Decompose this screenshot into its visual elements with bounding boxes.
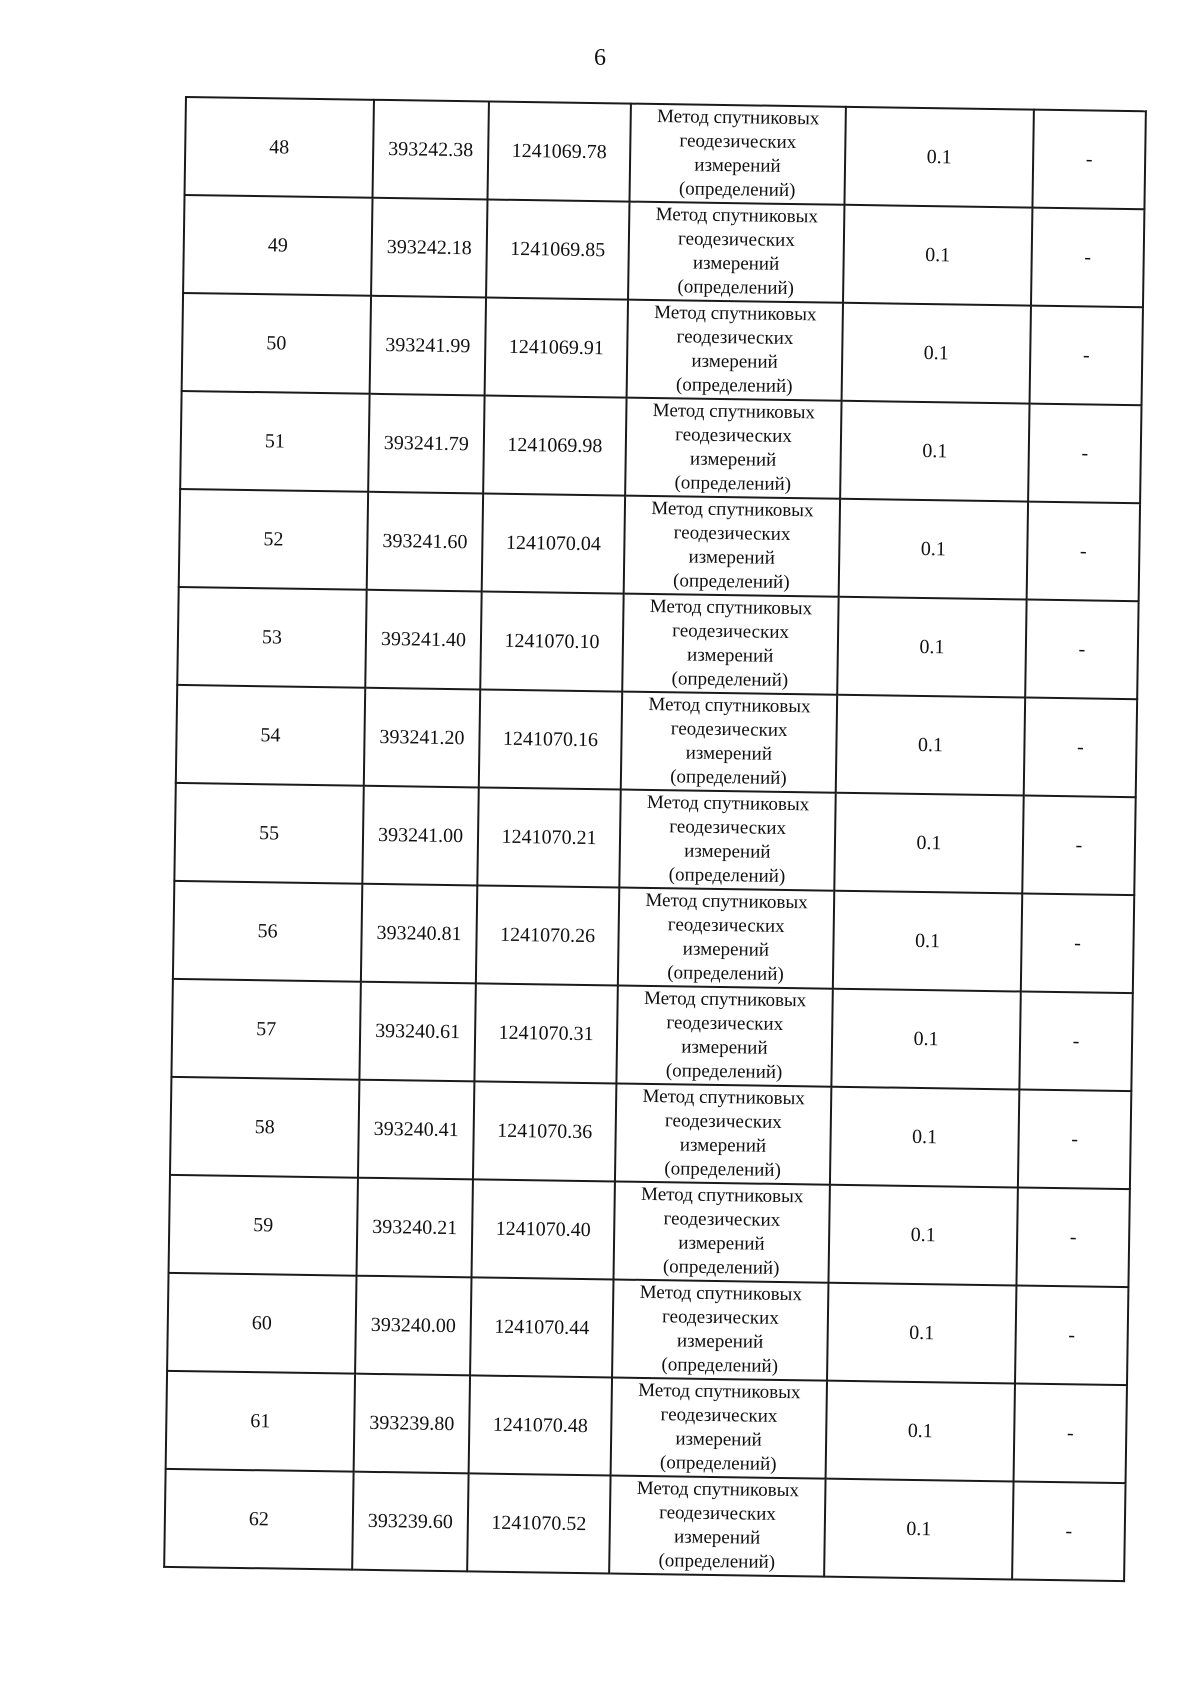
method-line: измерений <box>681 1036 768 1059</box>
method-line: (определений) <box>678 178 796 202</box>
y-coordinate-cell: 1241070.40 <box>472 1179 615 1279</box>
point-number-cell: 60 <box>167 1273 356 1374</box>
method-line: Метод спутниковых <box>639 1281 803 1306</box>
x-coordinate-cell: 393239.80 <box>354 1374 470 1474</box>
table-row <box>167 1273 1128 1385</box>
accuracy-cell: 0.1 <box>826 1381 1015 1482</box>
method-cell <box>624 496 840 597</box>
table-row <box>183 195 1144 307</box>
y-coordinate-cell: 1241070.52 <box>467 1473 610 1573</box>
method-line: Метод спутниковых <box>645 889 808 914</box>
method-line: (определений) <box>661 1354 779 1377</box>
accuracy-cell: 0.1 <box>842 303 1031 404</box>
table-row <box>176 685 1137 797</box>
method-cell <box>615 1084 831 1185</box>
extra-cell: - <box>1014 1383 1127 1483</box>
x-coordinate-cell: 393239.60 <box>352 1472 468 1572</box>
method-line: (определений) <box>675 374 793 398</box>
method-cell <box>618 888 834 989</box>
y-coordinate-cell: 1241069.91 <box>485 297 628 397</box>
method-line: геодезических <box>679 130 797 154</box>
accuracy-cell: 0.1 <box>844 107 1033 208</box>
x-coordinate-cell: 393241.79 <box>368 394 484 494</box>
accuracy-cell: 0.1 <box>828 1185 1017 1286</box>
method-line: геодезических <box>664 1110 782 1133</box>
extra-cell: - <box>1016 1187 1129 1287</box>
extra-cell: - <box>1027 502 1140 602</box>
extra-cell: - <box>1021 894 1134 994</box>
point-number-cell: 59 <box>169 1175 358 1276</box>
method-line: (определений) <box>671 668 789 692</box>
method-line: (определений) <box>665 1060 783 1083</box>
y-coordinate-cell: 1241069.78 <box>487 102 630 202</box>
method-line: геодезических <box>674 424 793 448</box>
method-line: (определений) <box>658 1550 776 1573</box>
extra-cell: - <box>1019 991 1132 1091</box>
point-number-cell: 49 <box>183 195 372 296</box>
method-line: Метод спутниковых <box>655 203 819 228</box>
method-line: геодезических <box>676 326 794 350</box>
method-line: Метод спутниковых <box>636 1477 800 1502</box>
method-line: геодезических <box>663 1208 781 1231</box>
method-line: (определений) <box>667 962 784 985</box>
y-coordinate-cell: 1241070.16 <box>479 689 622 789</box>
y-coordinate-cell: 1241070.26 <box>476 885 619 985</box>
method-line: измерений <box>686 644 774 667</box>
accuracy-cell: 0.1 <box>827 1283 1016 1384</box>
y-coordinate-cell: 1241069.98 <box>483 395 626 495</box>
extra-cell: - <box>1018 1089 1131 1189</box>
point-number-cell: 56 <box>173 881 362 982</box>
accuracy-cell: 0.1 <box>834 793 1023 894</box>
table-row <box>180 391 1141 503</box>
x-coordinate-cell: 393240.41 <box>358 1080 474 1180</box>
accuracy-cell: 0.1 <box>833 891 1022 992</box>
method-line: (определений) <box>677 276 795 300</box>
table-row <box>164 1469 1125 1581</box>
method-line: измерений <box>694 154 781 177</box>
x-coordinate-cell: 393242.18 <box>371 198 487 298</box>
extra-cell: - <box>1012 1481 1125 1581</box>
method-line: измерений <box>685 742 773 765</box>
accuracy-cell: 0.1 <box>840 401 1029 502</box>
accuracy-cell: 0.1 <box>839 499 1028 600</box>
x-coordinate-cell: 393241.00 <box>362 786 478 886</box>
method-cell <box>616 986 832 1087</box>
method-line: измерений <box>675 1428 762 1451</box>
method-line: измерений <box>676 1330 764 1353</box>
y-coordinate-cell: 1241070.44 <box>470 1277 613 1377</box>
method-line: (определений) <box>674 472 792 496</box>
point-number-cell: 55 <box>174 783 363 884</box>
point-number-cell: 50 <box>182 293 371 394</box>
point-number-cell: 62 <box>164 1469 353 1570</box>
y-coordinate-cell: 1241069.85 <box>486 199 629 299</box>
extra-cell: - <box>1025 600 1138 700</box>
method-line: (определений) <box>672 570 790 594</box>
method-line: (определений) <box>670 766 787 790</box>
method-line: геодезических <box>669 816 787 839</box>
extra-cell: - <box>1024 698 1137 798</box>
x-coordinate-cell: 393241.60 <box>367 492 483 592</box>
accuracy-cell: 0.1 <box>837 597 1026 698</box>
method-line: геодезических <box>672 620 790 644</box>
y-coordinate-cell: 1241070.31 <box>474 983 617 1083</box>
point-number-cell: 51 <box>180 391 369 492</box>
x-coordinate-cell: 393241.99 <box>370 296 486 396</box>
accuracy-cell: 0.1 <box>843 205 1032 306</box>
table-row <box>185 97 1146 209</box>
y-coordinate-cell: 1241070.04 <box>482 493 625 593</box>
method-line: измерений <box>684 840 771 863</box>
method-cell <box>625 398 841 499</box>
point-number-cell: 54 <box>176 685 365 786</box>
method-cell <box>629 104 845 205</box>
extra-cell: - <box>1031 208 1144 308</box>
table-row <box>173 881 1134 993</box>
method-line: геодезических <box>661 1306 779 1329</box>
table-row <box>182 293 1143 405</box>
method-line: измерений <box>673 1526 761 1549</box>
method-line: (определений) <box>659 1452 777 1475</box>
method-line: (определений) <box>668 864 786 887</box>
method-line: геодезических <box>660 1404 778 1427</box>
x-coordinate-cell: 393240.00 <box>355 1276 471 1376</box>
coordinates-table-body <box>164 97 1146 1581</box>
method-line: Метод спутниковых <box>648 693 811 718</box>
coordinates-table-wrapper <box>163 96 1145 1582</box>
table-row <box>166 1371 1127 1483</box>
method-cell <box>622 594 838 695</box>
accuracy-cell: 0.1 <box>836 695 1025 796</box>
accuracy-cell: 0.1 <box>831 989 1020 1090</box>
extra-cell: - <box>1022 796 1135 896</box>
point-number-cell: 58 <box>170 1077 359 1178</box>
extra-cell: - <box>1032 110 1145 210</box>
method-line: геодезических <box>670 718 788 742</box>
method-cell <box>609 1475 825 1576</box>
method-line: Метод спутниковых <box>642 1085 805 1110</box>
y-coordinate-cell: 1241070.21 <box>477 787 620 887</box>
method-line: Метод спутниковых <box>646 791 810 816</box>
method-line: (определений) <box>664 1158 782 1181</box>
point-number-cell: 53 <box>177 587 366 688</box>
method-cell <box>621 692 837 793</box>
method-line: Метод спутниковых <box>656 106 820 130</box>
method-line: измерений <box>679 1134 767 1157</box>
method-cell <box>628 202 844 303</box>
method-line: геодезических <box>677 228 795 252</box>
method-line: измерений <box>688 546 776 569</box>
method-line: Метод спутниковых <box>651 497 814 522</box>
table-row <box>171 979 1132 1091</box>
accuracy-cell: 0.1 <box>830 1087 1019 1188</box>
method-line: геодезических <box>667 914 785 937</box>
y-coordinate-cell: 1241070.48 <box>469 1375 612 1475</box>
method-line: измерений <box>692 252 780 275</box>
page-number: 6 <box>594 45 606 71</box>
method-line: Метод спутниковых <box>640 1183 804 1208</box>
method-cell <box>611 1377 827 1478</box>
method-line: геодезических <box>673 522 791 546</box>
table-row <box>179 489 1140 601</box>
point-number-cell: 48 <box>185 97 374 198</box>
y-coordinate-cell: 1241070.10 <box>480 591 623 691</box>
method-cell <box>619 790 835 891</box>
accuracy-cell: 0.1 <box>824 1479 1013 1580</box>
table-row <box>177 587 1138 699</box>
method-line: Метод спутниковых <box>649 595 813 620</box>
x-coordinate-cell: 393240.81 <box>361 884 477 984</box>
y-coordinate-cell: 1241070.36 <box>473 1081 616 1181</box>
method-cell <box>612 1279 828 1380</box>
method-cell <box>627 300 843 401</box>
table-row <box>174 783 1135 895</box>
method-line: геодезических <box>666 1012 784 1035</box>
x-coordinate-cell: 393242.38 <box>373 100 489 200</box>
x-coordinate-cell: 393240.61 <box>359 982 475 1082</box>
point-number-cell: 52 <box>179 489 368 590</box>
point-number-cell: 57 <box>171 979 360 1080</box>
x-coordinate-cell: 393241.20 <box>364 688 480 788</box>
extra-cell: - <box>1028 404 1141 504</box>
point-number-cell: 61 <box>166 1371 355 1472</box>
x-coordinate-cell: 393241.40 <box>365 590 481 690</box>
method-cell <box>613 1181 829 1282</box>
method-line: измерений <box>678 1232 765 1255</box>
method-line: измерений <box>682 938 770 961</box>
method-line: (определений) <box>662 1256 780 1279</box>
table-row <box>170 1077 1131 1189</box>
method-line: Метод спутниковых <box>643 987 807 1012</box>
extra-cell: - <box>1015 1285 1128 1385</box>
method-line: Метод спутниковых <box>654 301 817 326</box>
x-coordinate-cell: 393240.21 <box>357 1178 473 1278</box>
coordinates-table <box>163 96 1147 1582</box>
method-line: Метод спутниковых <box>652 399 816 424</box>
extra-cell: - <box>1030 306 1143 406</box>
table-row <box>169 1175 1130 1287</box>
method-line: Метод спутниковых <box>638 1379 801 1404</box>
method-line: измерений <box>689 448 777 471</box>
method-line: измерений <box>691 350 778 373</box>
method-line: геодезических <box>659 1502 777 1525</box>
